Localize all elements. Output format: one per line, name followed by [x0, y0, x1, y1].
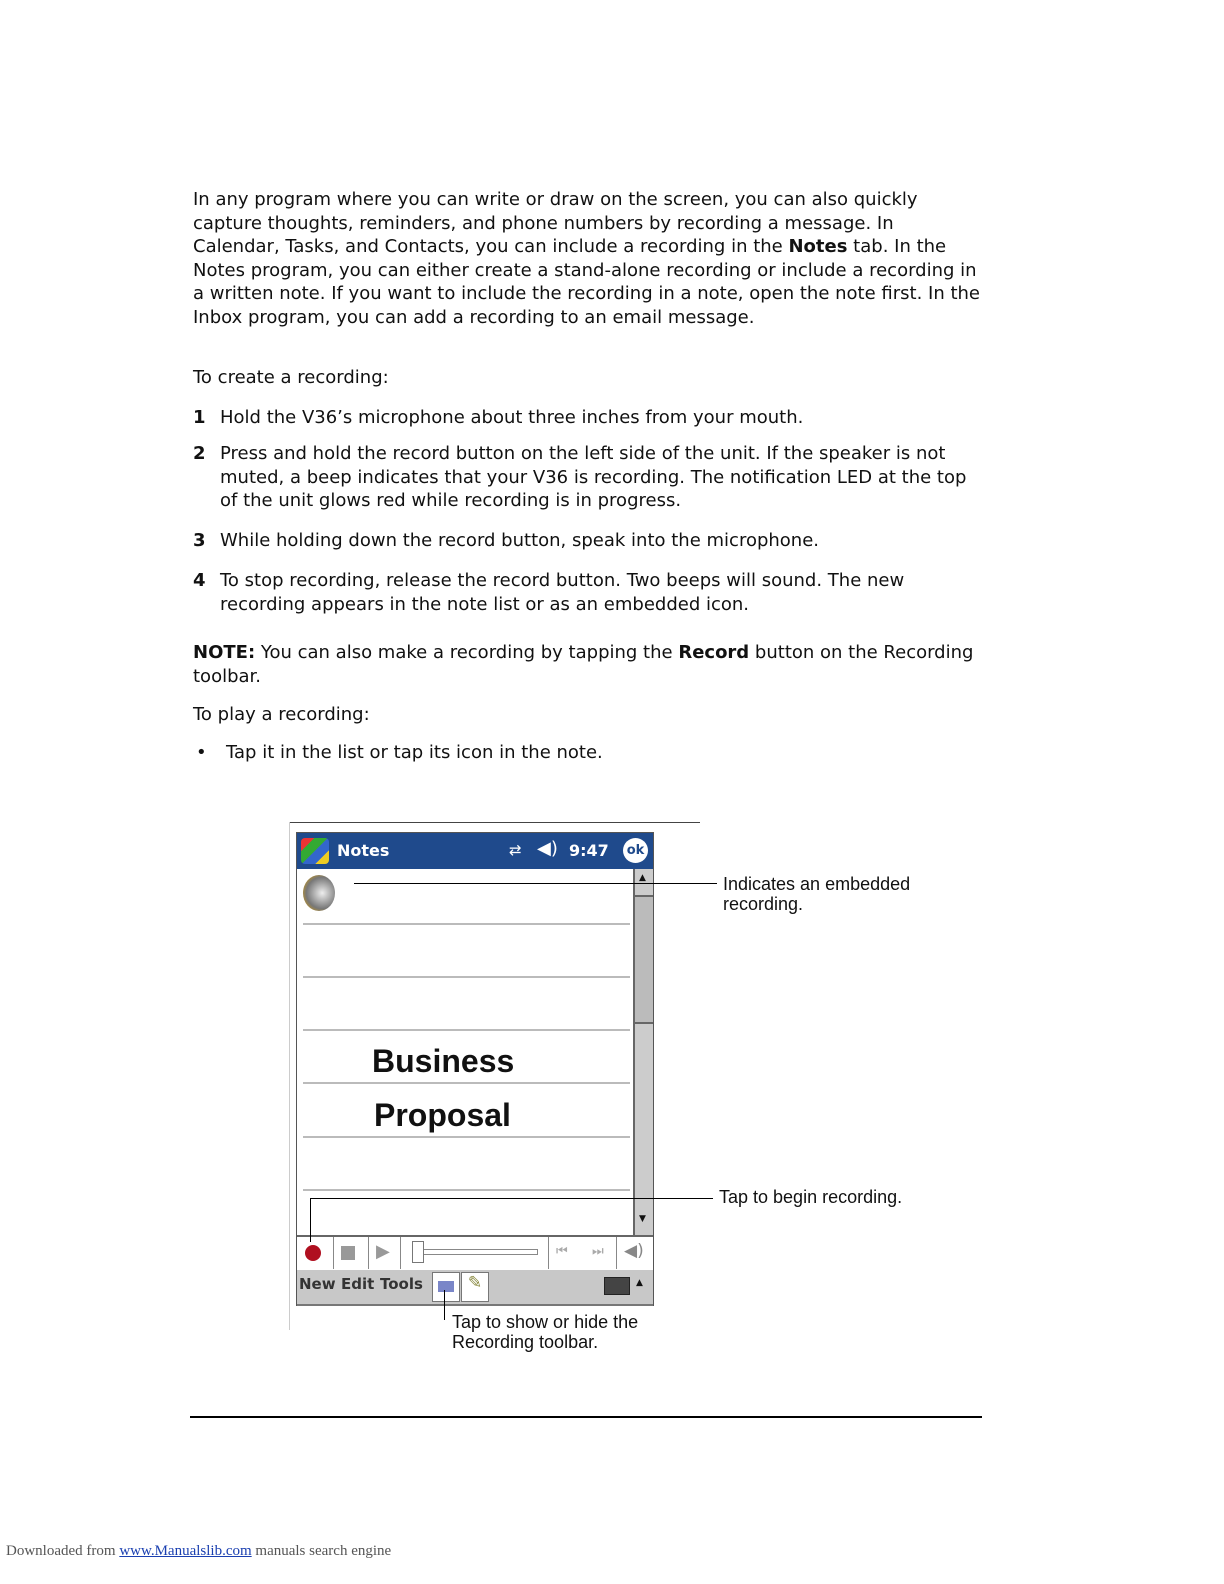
speaker-recording-icon[interactable]: [303, 875, 335, 911]
scroll-up-arrow[interactable]: ▲: [639, 873, 646, 883]
callout-line: [354, 883, 717, 884]
callout-line: [444, 1290, 445, 1320]
footer-rule: [190, 1416, 982, 1418]
menu-tools[interactable]: Tools: [380, 1275, 423, 1293]
note-rule: [303, 976, 630, 978]
volume-button[interactable]: ◀): [624, 1241, 644, 1261]
note-rule: [303, 923, 630, 925]
step-text: While holding down the record button, speak into the microphone.: [220, 530, 820, 551]
step-text: Press and hold the record button on the left side of the unit. If the speaker is not muted, a beep indicates that your V36 is recording. The notification LED at the top of the unit glows red while recording is in progress.: [220, 443, 967, 511]
next-icon[interactable]: ⏭: [592, 1244, 604, 1259]
volume-icon[interactable]: ◀): [537, 838, 558, 859]
note-paragraph: NOTE: You can also make a recording by tapping the Record button on the Recording toolbar.: [193, 642, 974, 687]
menu-new[interactable]: New: [299, 1275, 336, 1293]
create-heading: To create a recording:: [193, 367, 389, 388]
position-slider[interactable]: [420, 1249, 538, 1255]
manualslib-link[interactable]: www.Manualslib.com: [119, 1543, 252, 1559]
callout-record: Tap to begin recording.: [719, 1187, 903, 1207]
play-button[interactable]: ▶: [376, 1241, 390, 1262]
app-title: Notes: [337, 841, 390, 860]
intro-paragraph: In any program where you can write or draw on the screen, you can also quickly capture thoughts, reminders, and phone numbers by recording a message. In Calendar, Tasks, and Contacts, you can include a recording in the Notes tab. In the Notes program, you can either create a stand-alone recording or include a recording in a written note. If you want to include the recording in a note, open the note first. In the Inbox program, you can add a recording to an email message.: [193, 189, 980, 328]
callout-toolbar: Tap to show or hide the Recording toolbar.: [452, 1312, 639, 1352]
figure-frame-top: [289, 822, 700, 823]
note-rule: [303, 1189, 630, 1191]
scrollbar[interactable]: [633, 869, 653, 1236]
slider-thumb[interactable]: [412, 1241, 424, 1263]
step-text: Hold the V36’s microphone about three inches from your mouth.: [220, 407, 804, 428]
figure-frame-left: [289, 822, 290, 1330]
recording-toolbar-toggle-icon[interactable]: [432, 1272, 460, 1302]
clock[interactable]: 9:47: [569, 841, 609, 860]
previous-icon[interactable]: ⏮: [556, 1244, 568, 1259]
note-text-line: Proposal: [374, 1097, 511, 1133]
title-bar: [297, 833, 653, 869]
note-rule: [303, 1136, 630, 1138]
note-rule: [303, 1029, 630, 1031]
callout-embedded: Indicates an embedded recording.: [723, 874, 911, 914]
keyboard-icon[interactable]: [604, 1277, 630, 1295]
bullet: •: [196, 742, 207, 763]
menu-edit[interactable]: Edit: [341, 1275, 375, 1293]
connectivity-icon[interactable]: ⇄: [509, 841, 522, 859]
callout-line: [310, 1198, 311, 1242]
pen-icon[interactable]: ✎: [461, 1272, 489, 1302]
input-panel-arrow-icon[interactable]: ▲: [636, 1278, 643, 1288]
download-footer: Downloaded from www.Manualslib.com manuals search engine: [6, 1543, 392, 1559]
callout-line: [310, 1198, 713, 1199]
step-number: 2: [193, 443, 206, 464]
ok-button[interactable]: ok: [623, 838, 648, 863]
start-windows-icon[interactable]: [301, 838, 329, 864]
note-text-line: Business: [372, 1043, 515, 1079]
record-button[interactable]: [305, 1245, 321, 1261]
note-rule: [303, 1082, 630, 1084]
play-heading: To play a recording:: [193, 704, 370, 725]
step-text: To stop recording, release the record button. Two beeps will sound. The new recording appears in the note list or as an embedded icon.: [220, 570, 905, 615]
step-number: 3: [193, 530, 206, 551]
scroll-down-arrow[interactable]: ▼: [639, 1214, 646, 1224]
scroll-thumb[interactable]: [635, 895, 653, 1024]
bullet-text: Tap it in the list or tap its icon in the note.: [226, 742, 603, 763]
step-number: 1: [193, 407, 206, 428]
step-number: 4: [193, 570, 206, 591]
stop-button[interactable]: [341, 1246, 355, 1260]
